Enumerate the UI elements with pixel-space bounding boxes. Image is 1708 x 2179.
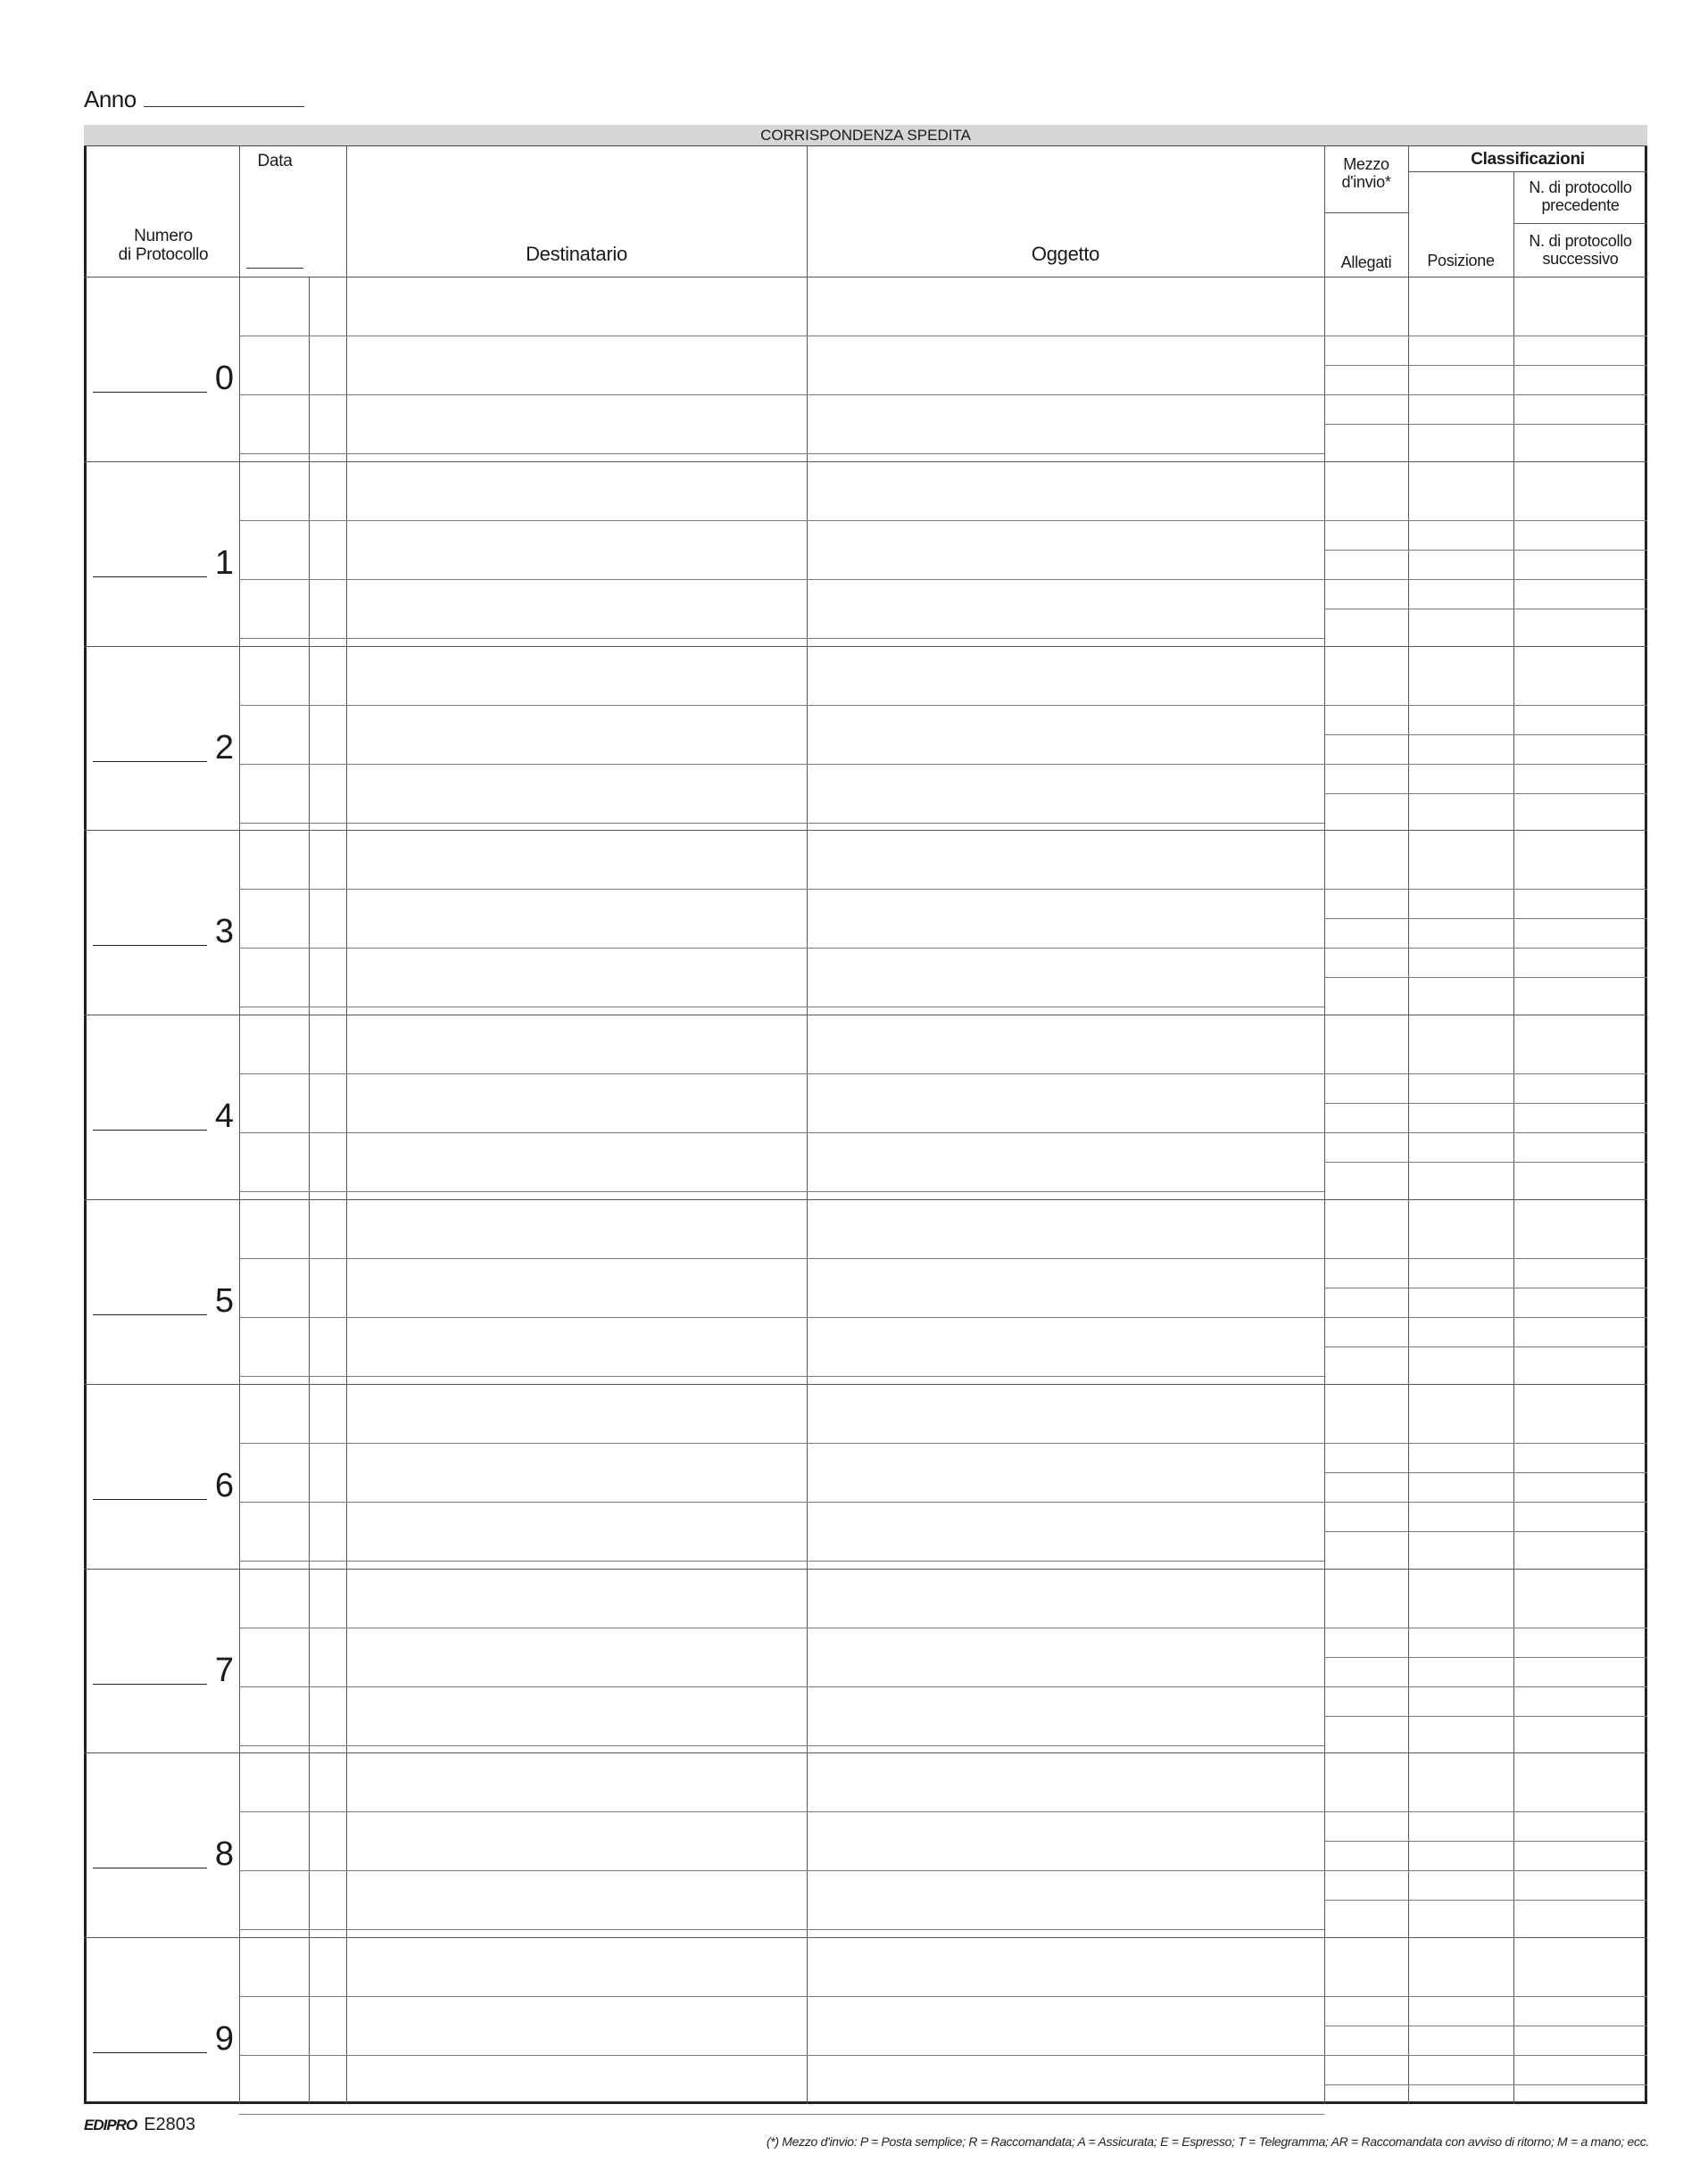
protocol-number-slot[interactable] [93, 2014, 234, 2059]
protocol-number-blank [93, 1499, 207, 1500]
entry-right-line [1324, 1132, 1647, 1133]
protocol-number-digit: 2 [214, 728, 234, 766]
col-sep-destinatario [807, 146, 808, 2104]
entry-writing-line [239, 1996, 1324, 1997]
entry-right-line [1324, 365, 1647, 366]
entry-right-line [1324, 2055, 1647, 2056]
header-numero-line1: Numero [134, 227, 193, 245]
entry-right-line [1324, 520, 1647, 521]
anno-field [84, 86, 304, 113]
protocol-number-slot[interactable] [93, 1091, 234, 1136]
entry-right-line [1324, 1443, 1647, 1444]
header-prec-line2: precedente [1541, 196, 1620, 214]
entry-right-line [1324, 1996, 1647, 1997]
protocol-number-slot[interactable] [93, 1645, 234, 1690]
header-protocollo-successivo [1513, 232, 1647, 268]
entry-writing-line [239, 764, 1324, 765]
protocol-number-slot[interactable] [93, 723, 234, 767]
header-numero-protocollo [93, 227, 234, 264]
entry-right-line [1324, 889, 1647, 890]
register-title: CORRISPONDENZA SPEDITA [84, 125, 1647, 146]
entry-right-line [1324, 1657, 1647, 1658]
entry-separator [84, 1384, 1647, 1385]
protocol-number-slot[interactable] [93, 1829, 234, 1874]
protocol-number-slot[interactable] [93, 1276, 234, 1321]
header-bottom-line [84, 277, 1647, 278]
entry-right-line [1324, 2084, 1647, 2085]
entry-writing-line [239, 579, 1324, 580]
protocol-number-digit: 9 [214, 2020, 234, 2059]
header-mezzo-divider [1324, 212, 1408, 213]
entry-right-line [1324, 1841, 1647, 1842]
entry-writing-line [239, 638, 1324, 639]
header-classificazioni: Classificazioni [1471, 150, 1585, 169]
entry-right-line [1324, 1162, 1647, 1163]
protocol-number-digit: 5 [214, 1282, 234, 1320]
entry-writing-line [239, 1191, 1324, 1192]
protocol-number-blank [93, 1314, 207, 1315]
entry-right-line [1324, 1073, 1647, 1074]
header-oggetto: Oggetto [1031, 243, 1100, 265]
protocol-number-blank [93, 945, 207, 946]
entry-right-line [1324, 1346, 1647, 1347]
entry-writing-line [239, 1811, 1324, 1812]
entry-right-line [1324, 705, 1647, 706]
protocol-number-digit: 8 [214, 1835, 234, 1874]
protocol-number-digit: 6 [214, 1466, 234, 1504]
header-mezzo-invio [1324, 155, 1408, 191]
col-sep-oggetto [1324, 146, 1325, 2104]
entry-right-line [1324, 1502, 1647, 1503]
header-succ-line1: N. di protocollo [1529, 232, 1632, 250]
entry-right-line [1324, 1870, 1647, 1871]
entry-writing-line [239, 1870, 1324, 1871]
header-mezzo-line2: d'invio* [1341, 173, 1391, 191]
protocol-number-blank [93, 576, 207, 577]
entry-right-line [1324, 764, 1647, 765]
header-succ-line2: successivo [1542, 250, 1619, 268]
header-numero-line2: di Protocollo [118, 245, 209, 264]
entry-right-line [1324, 948, 1647, 949]
entry-right-line [1324, 1716, 1647, 1717]
footnote: (*) Mezzo d'invio: P = Posta semplice; R = Raccomandata; A = Assicurata; E = Espresso; T = Telegramma; AR = Raccomandata con avviso di ritorno; M = a mano; ecc. [766, 2134, 1649, 2149]
register-frame [84, 125, 1647, 2104]
col-sep-data-mid [309, 277, 310, 2104]
entry-writing-line [239, 1132, 1324, 1133]
entry-separator [84, 1199, 1647, 1200]
entry-writing-line [239, 453, 1324, 454]
entry-right-line [1324, 424, 1647, 425]
protocol-number-digit: 7 [214, 1651, 234, 1689]
col-sep-data [346, 146, 347, 2104]
col-sep-numero [239, 146, 240, 2104]
header-data-underline [246, 268, 303, 269]
protocol-number-digit: 4 [214, 1098, 234, 1136]
entry-right-line [1324, 918, 1647, 919]
entry-right-line [1324, 1900, 1647, 1901]
anno-label: Anno [84, 86, 137, 112]
anno-blank-line[interactable] [144, 88, 304, 107]
entry-writing-line [239, 1929, 1324, 1930]
entry-writing-line [239, 1745, 1324, 1746]
entry-writing-line [239, 1561, 1324, 1562]
entry-right-line [1324, 550, 1647, 551]
entry-writing-line [239, 1376, 1324, 1377]
entry-writing-line [239, 948, 1324, 949]
entry-separator [84, 830, 1647, 831]
entry-separator [84, 646, 1647, 647]
protocol-number-slot[interactable] [93, 907, 234, 951]
entry-writing-line [239, 2055, 1324, 2056]
header-protocollo-precedente [1513, 178, 1647, 214]
entry-right-line [1324, 1258, 1647, 1259]
protocol-number-digit: 1 [214, 543, 234, 582]
header-allegati: Allegati [1340, 253, 1392, 271]
entry-separator [84, 1752, 1647, 1753]
protocol-number-blank [93, 392, 207, 393]
protocol-number-slot[interactable] [93, 1461, 234, 1505]
protocol-number-blank [93, 761, 207, 762]
header-classificazioni-underline [1408, 171, 1647, 172]
entry-writing-line [239, 1317, 1324, 1318]
entry-separator [84, 461, 1647, 462]
entry-right-line [1324, 1317, 1647, 1318]
entry-writing-line [239, 1258, 1324, 1259]
entry-writing-line [239, 705, 1324, 706]
entry-right-line [1324, 1686, 1647, 1687]
entry-writing-line [239, 889, 1324, 890]
brand [84, 2115, 195, 2135]
header-prec-line1: N. di protocollo [1529, 178, 1632, 196]
entry-right-line [1324, 579, 1647, 580]
header-destinatario: Destinatario [526, 243, 627, 265]
header-mezzo-line1: Mezzo [1343, 155, 1389, 173]
entry-writing-line [239, 823, 1324, 824]
entry-writing-line [239, 520, 1324, 521]
col-sep-mezzo [1408, 146, 1409, 2104]
entry-writing-line [239, 2114, 1324, 2115]
protocol-number-slot[interactable] [93, 353, 234, 398]
entry-separator [84, 1937, 1647, 1938]
protocol-number-blank [93, 2052, 207, 2053]
header-posizione: Posizione [1427, 252, 1495, 269]
entry-right-line [1324, 977, 1647, 978]
protocol-number-blank [93, 1684, 207, 1685]
entry-writing-line [239, 394, 1324, 395]
entry-right-line [1324, 1103, 1647, 1104]
protocol-number-slot[interactable] [93, 538, 234, 583]
entry-right-line [1324, 734, 1647, 735]
entry-writing-line [239, 1686, 1324, 1687]
edipro-logo: EDIPRO [84, 2117, 137, 2133]
entry-writing-line [239, 1502, 1324, 1503]
entry-writing-line [239, 1073, 1324, 1074]
entry-right-line [1324, 1472, 1647, 1473]
protocol-number-digit: 3 [214, 913, 234, 951]
entry-right-line [1324, 793, 1647, 794]
entry-right-line [1324, 394, 1647, 395]
form-code: E2803 [144, 2115, 196, 2134]
entry-right-line [1324, 1811, 1647, 1812]
protocol-number-blank [93, 1130, 207, 1131]
entry-separator [84, 1569, 1647, 1570]
entry-writing-line [239, 1443, 1324, 1444]
entry-right-line [1324, 1531, 1647, 1532]
header-data: Data [257, 152, 293, 170]
header-protocollo-divider [1513, 223, 1647, 224]
protocol-number-digit: 0 [214, 360, 234, 397]
